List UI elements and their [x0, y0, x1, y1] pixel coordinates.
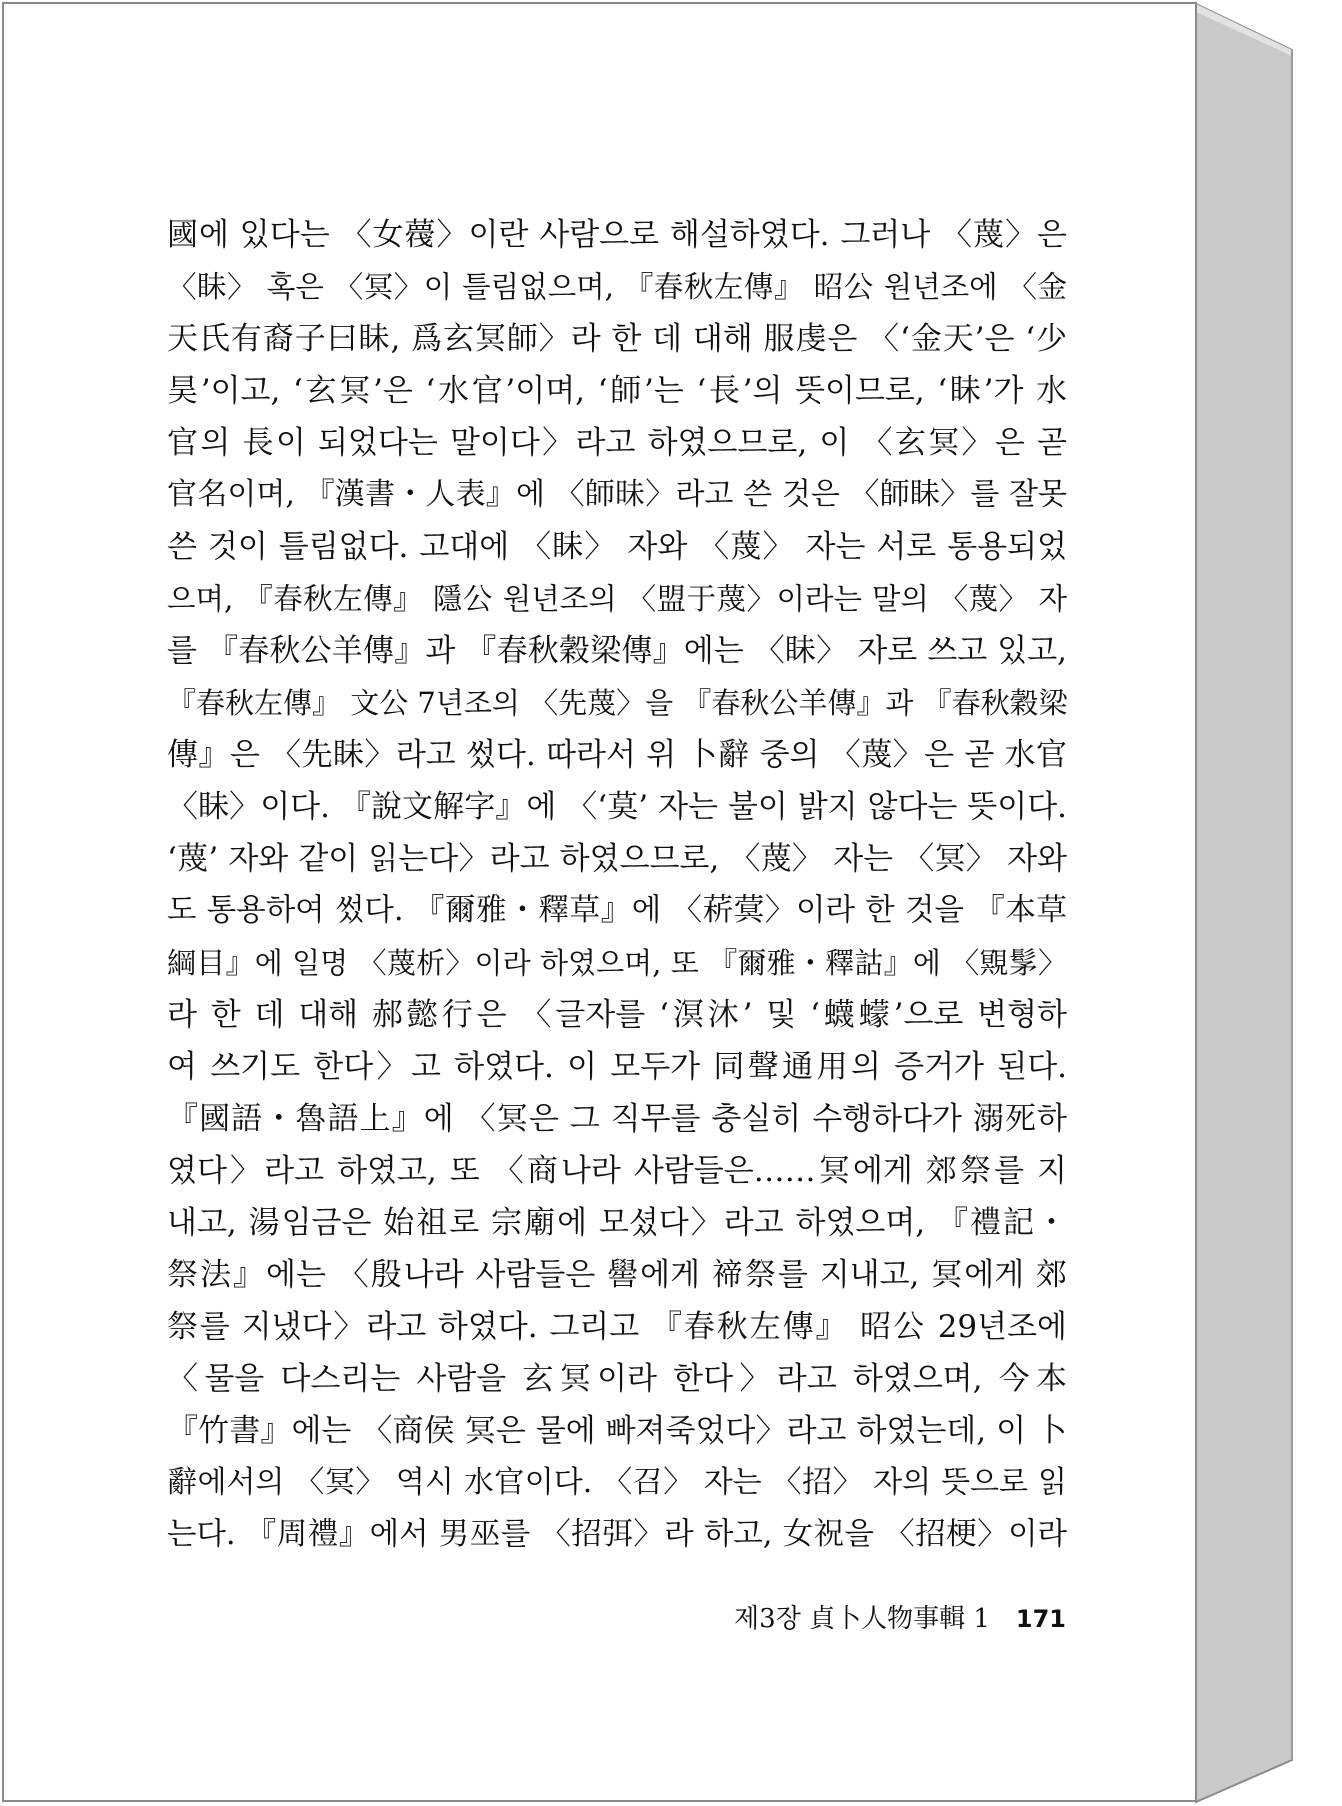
running-footer-chapter: 제3장 貞卜人物事輯 1	[734, 1604, 990, 1634]
text-line: 내고, 湯임금은 始祖로 宗廟에 모셨다〉라고 하였으며, 『禮記・	[167, 1205, 1067, 1241]
text-line: 辭에서의 〈冥〉 역시 水官이다. 〈召〉 자는 〈招〉 자의 뜻으로 읽	[167, 1465, 1067, 1500]
text-line: 官名이며, 『漢書・人表』에 〈師昧〉라고 쓴 것은 〈師眛〉를 잘못	[167, 477, 1067, 512]
text-line: 國에 있다는 〈女薎〉이란 사람으로 해설하였다. 그러나 〈蔑〉은	[167, 217, 1067, 253]
text-line: 『春秋左傳』 文公 7년조의 〈先蔑〉을 『春秋公羊傳』과 『春秋穀梁	[167, 686, 1068, 720]
text-line: 祭를 지냈다〉라고 하였다. 그리고 『春秋左傳』 昭公 29년조에	[167, 1309, 1067, 1345]
text-line: 〈물을 다스리는 사람을 玄冥이라 한다〉라고 하였으며, 今本	[167, 1361, 1067, 1397]
text-line: 祭法』에는 〈殷나라 사람들은 嚳에게 禘祭를 지내고, 冥에게 郊	[167, 1257, 1067, 1293]
text-line: 라 한 데 대해 郝懿行은 〈글자를 ‘溟沐’ 및 ‘蠛蠓’으로 변형하	[167, 997, 1067, 1033]
page-footer	[704, 1594, 1066, 1644]
text-line: 傳』은 〈先眛〉라고 썼다. 따라서 위 卜辭 중의 〈蔑〉은 곧 水官	[167, 737, 1067, 773]
text-line: 를 『春秋公羊傳』과 『春秋穀梁傳』에는 〈眛〉 자로 쓰고 있고,	[167, 633, 1067, 669]
text-line: 天氏有裔子曰眛, 爲玄冥師〉라 한 데 대해 服虔은 〈‘金天’은 ‘少	[167, 321, 1067, 357]
text-line: 『竹書』에는 〈商侯 冥은 물에 빠져죽었다〉라고 하였는데, 이 卜	[167, 1413, 1067, 1449]
text-line: 〈眛〉 혹은 〈冥〉이 틀림없으며, 『春秋左傳』 昭公 원년조에 〈金	[167, 270, 1067, 304]
book-page	[2, 2, 1197, 1802]
text-line: 綱目』에 일명 〈蔑析〉이라 하였으며, 또 『爾雅・釋詁』에 〈覭髳〉	[167, 946, 1067, 980]
text-line: 여 쓰기도 한다〉고 하였다. 이 모두가 同聲通用의 증거가 된다.	[167, 1049, 1067, 1085]
text-line: 도 통용하여 썼다. 『爾雅・釋草』에 〈菥蓂〉이라 한 것을 『本草	[167, 893, 1067, 928]
text-line: 으며, 『春秋左傳』 隱公 원년조의 〈盟于蔑〉이라는 말의 〈蔑〉 자	[167, 582, 1067, 616]
text-line: 官의 長이 되었다는 말이다〉라고 하였으므로, 이 〈玄冥〉은 곧	[167, 425, 1067, 461]
text-line: ‘蔑’ 자와 같이 읽는다〉라고 하였으므로, 〈蔑〉 자는 〈冥〉 자와	[167, 841, 1067, 877]
text-line: 昊’이고, ‘玄冥’은 ‘水官’이며, ‘師’는 ‘長’의 뜻이므로, ‘眛’가 水	[167, 373, 1067, 409]
page-number: 171	[1015, 1605, 1066, 1633]
text-line: 〈眛〉이다. 『說文解字』에 〈‘莫’ 자는 불이 밝지 않다는 뜻이다.	[167, 789, 1067, 825]
body-text	[167, 209, 1067, 1561]
text-line: 였다〉라고 하였고, 또 〈商나라 사람들은……冥에게 郊祭를 지	[167, 1153, 1067, 1189]
text-line: 쓴 것이 틀림없다. 고대에 〈眛〉 자와 〈蔑〉 자는 서로 통용되었	[167, 529, 1067, 565]
text-line: 『國語・魯語上』에 〈冥은 그 직무를 충실히 수행하다가 溺死하	[167, 1101, 1067, 1137]
text-line: 는다. 『周禮』에서 男巫를 〈招弭〉라 하고, 女祝을 〈招梗〉이라	[167, 1517, 1067, 1552]
